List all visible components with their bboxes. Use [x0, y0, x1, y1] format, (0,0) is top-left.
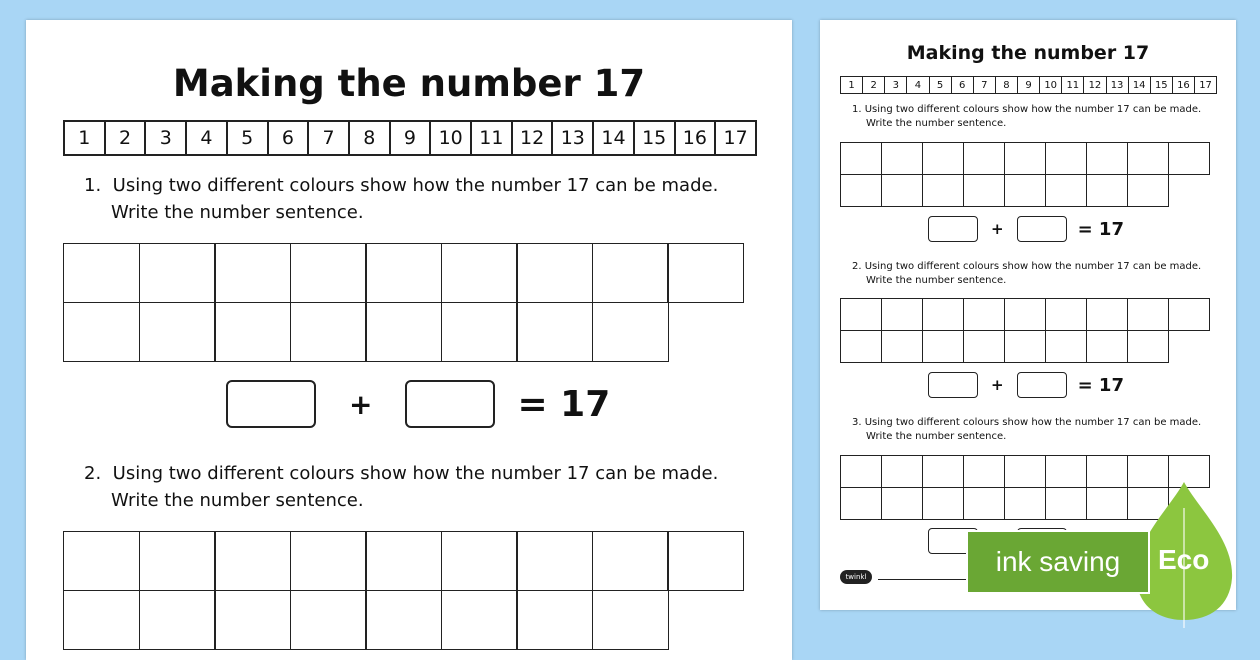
worksheet-title: Making the number 17 — [172, 62, 646, 105]
colouring-box[interactable] — [881, 298, 923, 331]
colouring-box[interactable] — [1004, 142, 1046, 175]
ten-frame-grid — [840, 298, 1209, 362]
number-cell: 1 — [841, 77, 863, 93]
number-cell: 10 — [431, 122, 472, 154]
colouring-box[interactable] — [592, 243, 669, 303]
number-cell: 3 — [885, 77, 907, 93]
colouring-box[interactable] — [1045, 298, 1087, 331]
number-cell: 4 — [907, 77, 929, 93]
number-cell: 6 — [952, 77, 974, 93]
answer-box-1[interactable] — [928, 216, 978, 242]
colouring-box[interactable] — [1045, 142, 1087, 175]
colouring-box[interactable] — [290, 590, 367, 650]
number-cell: 10 — [1040, 77, 1062, 93]
grid-row — [840, 330, 1209, 362]
colouring-box[interactable] — [592, 590, 669, 650]
number-cell: 9 — [391, 122, 432, 154]
colouring-box[interactable] — [1045, 330, 1087, 363]
colouring-box[interactable] — [139, 243, 216, 303]
question-instruction: Write the number sentence. — [866, 118, 1007, 129]
number-cell: 7 — [309, 122, 350, 154]
colouring-box[interactable] — [365, 590, 442, 650]
number-cell: 9 — [1018, 77, 1040, 93]
colouring-box[interactable] — [922, 330, 964, 363]
colouring-box[interactable] — [881, 330, 923, 363]
number-cell: 17 — [1199, 79, 1212, 91]
colouring-box[interactable] — [516, 243, 593, 303]
question-number: 2. — [852, 261, 862, 272]
colouring-box[interactable] — [592, 302, 669, 362]
question-number: 1. — [852, 104, 862, 115]
question-number: 1. — [84, 175, 102, 196]
colouring-box[interactable] — [840, 455, 882, 488]
colouring-box[interactable] — [365, 302, 442, 362]
colouring-box[interactable] — [922, 455, 964, 488]
number-sentence — [226, 380, 610, 428]
answer-box-2[interactable] — [1017, 372, 1067, 398]
colouring-box[interactable] — [922, 174, 964, 207]
colouring-box[interactable] — [1127, 174, 1169, 207]
colouring-box[interactable] — [214, 531, 291, 591]
colouring-box[interactable] — [1086, 142, 1128, 175]
colouring-box[interactable] — [139, 590, 216, 650]
question-3 — [852, 416, 1201, 444]
question-instruction: Write the number sentence. — [111, 202, 364, 223]
colouring-box[interactable] — [1045, 174, 1087, 207]
number-cell: 12 — [1084, 77, 1106, 93]
colouring-box[interactable] — [441, 243, 518, 303]
grid-row — [63, 531, 743, 590]
grid-row — [840, 142, 1209, 174]
equals-total: = 17 — [1077, 218, 1124, 240]
colouring-box[interactable] — [881, 142, 923, 175]
question-instruction: Write the number sentence. — [866, 431, 1007, 442]
plus-sign: + — [991, 376, 1004, 394]
colouring-box[interactable] — [139, 531, 216, 591]
equals-total: = 17 — [517, 383, 611, 425]
number-cell: 8 — [350, 122, 391, 154]
eco-ink-saving-badge — [966, 478, 1246, 628]
twinkl-logo: twinkl — [840, 570, 872, 584]
colouring-box[interactable] — [963, 174, 1005, 207]
colouring-box[interactable] — [214, 302, 291, 362]
answer-box-1[interactable] — [928, 372, 978, 398]
colouring-box[interactable] — [290, 243, 367, 303]
question-text: Using two different colours show how the number 17 can be made. — [864, 417, 1202, 428]
ten-frame-grid — [840, 142, 1209, 206]
number-cell: 12 — [513, 122, 554, 154]
question-1 — [84, 172, 718, 226]
colouring-box[interactable] — [840, 142, 882, 175]
answer-box-2[interactable] — [405, 380, 495, 428]
colouring-box[interactable] — [63, 590, 140, 650]
grid-row — [63, 590, 743, 649]
number-line — [840, 76, 1217, 94]
question-text: Using two different colours show how the number 17 can be made. — [112, 463, 719, 484]
number-cell: 14 — [594, 122, 635, 154]
colouring-box[interactable] — [139, 302, 216, 362]
colouring-box[interactable] — [1004, 298, 1046, 331]
number-cell: 13 — [1107, 77, 1129, 93]
number-cell: 7 — [974, 77, 996, 93]
number-cell: 11 — [472, 122, 513, 154]
colouring-box[interactable] — [840, 174, 882, 207]
colouring-box[interactable] — [592, 531, 669, 591]
worksheet-title: Making the number 17 — [906, 42, 1150, 64]
colouring-box[interactable] — [881, 487, 923, 520]
plus-sign: + — [349, 387, 373, 421]
grid-row — [840, 298, 1209, 330]
colouring-box[interactable] — [516, 531, 593, 591]
question-instruction: Write the number sentence. — [111, 490, 364, 511]
colouring-box[interactable] — [1127, 142, 1169, 175]
number-cell: 14 — [1129, 77, 1151, 93]
number-sentence — [928, 216, 1124, 242]
colouring-box[interactable] — [441, 590, 518, 650]
question-number: 3. — [852, 417, 862, 428]
colouring-box[interactable] — [1086, 298, 1128, 331]
number-cell: 15 — [635, 122, 676, 154]
grid-row — [63, 243, 743, 302]
colouring-box[interactable] — [63, 302, 140, 362]
number-cell: 1 — [65, 122, 106, 154]
equals-total: = 17 — [1077, 374, 1124, 396]
number-cell: 6 — [269, 122, 310, 154]
colouring-box[interactable] — [214, 590, 291, 650]
answer-box-2[interactable] — [1017, 216, 1067, 242]
number-cell: 16 — [1173, 77, 1195, 93]
grid-row — [840, 174, 1209, 206]
number-cell: 4 — [187, 122, 228, 154]
colouring-box[interactable] — [1086, 174, 1128, 207]
ten-frame-grid — [63, 243, 743, 360]
colouring-box[interactable] — [840, 298, 882, 331]
colouring-box[interactable] — [922, 298, 964, 331]
answer-box-1[interactable] — [226, 380, 316, 428]
colouring-box[interactable] — [214, 243, 291, 303]
question-text: Using two different colours show how the number 17 can be made. — [864, 104, 1202, 115]
ten-frame-grid — [63, 531, 743, 648]
colouring-box[interactable] — [290, 531, 367, 591]
question-2 — [852, 260, 1201, 288]
plus-sign: + — [991, 220, 1004, 238]
colouring-box[interactable] — [667, 243, 744, 303]
colouring-box[interactable] — [63, 243, 140, 303]
colouring-box[interactable] — [1086, 330, 1128, 363]
ink-saving-label: ink saving — [995, 546, 1121, 577]
colouring-box[interactable] — [1168, 142, 1210, 175]
colouring-box[interactable] — [63, 531, 140, 591]
eco-label: Eco — [1158, 544, 1210, 575]
colouring-box[interactable] — [365, 531, 442, 591]
colouring-box[interactable] — [441, 531, 518, 591]
colouring-box[interactable] — [1004, 174, 1046, 207]
colouring-box[interactable] — [1127, 330, 1169, 363]
colouring-box[interactable] — [840, 487, 882, 520]
number-cell: 3 — [146, 122, 187, 154]
colouring-box[interactable] — [290, 302, 367, 362]
colouring-box[interactable] — [441, 302, 518, 362]
question-number: 2. — [84, 463, 102, 484]
number-line — [63, 120, 757, 156]
question-text: Using two different colours show how the number 17 can be made. — [112, 175, 719, 196]
colouring-box[interactable] — [516, 302, 593, 362]
number-sentence — [928, 372, 1124, 398]
number-cell: 5 — [930, 77, 952, 93]
colouring-box[interactable] — [840, 330, 882, 363]
colouring-box[interactable] — [963, 142, 1005, 175]
question-text: Using two different colours show how the number 17 can be made. — [864, 261, 1202, 272]
colouring-box[interactable] — [963, 298, 1005, 331]
number-cell: 5 — [228, 122, 269, 154]
number-cell: 8 — [996, 77, 1018, 93]
number-cell: 15 — [1151, 77, 1173, 93]
worksheet-preview-large — [26, 20, 792, 660]
question-2 — [84, 460, 718, 514]
grid-row — [63, 302, 743, 361]
colouring-box[interactable] — [1168, 298, 1210, 331]
colouring-box[interactable] — [922, 487, 964, 520]
question-1 — [852, 103, 1201, 131]
colouring-box[interactable] — [922, 142, 964, 175]
number-cell: 2 — [106, 122, 147, 154]
ink-saving-banner — [966, 530, 1150, 594]
number-cell: 17 — [723, 127, 748, 149]
colouring-box[interactable] — [881, 174, 923, 207]
colouring-box[interactable] — [1127, 298, 1169, 331]
number-cell: 13 — [553, 122, 594, 154]
colouring-box[interactable] — [365, 243, 442, 303]
number-cell: 11 — [1062, 77, 1084, 93]
number-cell: 2 — [863, 77, 885, 93]
colouring-box[interactable] — [1004, 330, 1046, 363]
colouring-box[interactable] — [516, 590, 593, 650]
colouring-box[interactable] — [667, 531, 744, 591]
colouring-box[interactable] — [963, 330, 1005, 363]
colouring-box[interactable] — [881, 455, 923, 488]
number-cell: 16 — [676, 122, 717, 154]
question-instruction: Write the number sentence. — [866, 275, 1007, 286]
